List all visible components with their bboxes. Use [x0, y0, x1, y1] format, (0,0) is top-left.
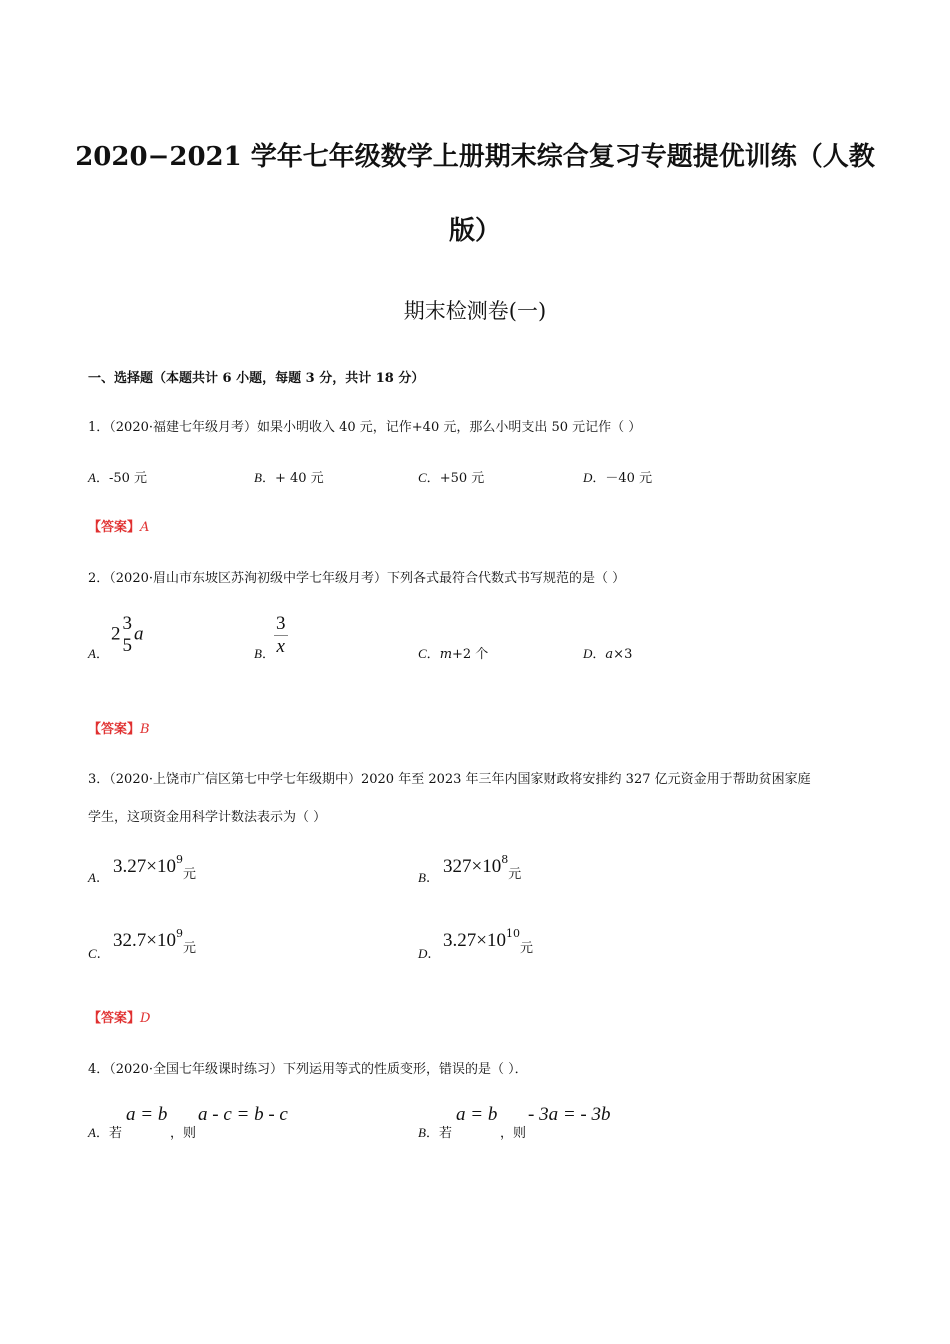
- q4-option-b-then: ，则: [500, 1126, 527, 1141]
- q1-option-d: D．－40 元: [583, 470, 653, 486]
- q1-option-b: B．+ 40 元: [254, 470, 324, 486]
- q1-option-a: A．-50 元: [88, 470, 148, 486]
- q2-option-c: C．m+2 个: [418, 646, 489, 662]
- question-1-text: 1．（2020·福建七年级月考）如果小明收入 40 元，记作+40 元，那么小明支出 50 元记作（ ）: [88, 420, 642, 435]
- document-subtitle: 期末检测卷(一): [403, 299, 547, 323]
- q2-option-a-label: A．: [88, 646, 109, 662]
- q3-option-a-label: A.: [88, 870, 101, 886]
- q2-answer: 【答案】B: [88, 722, 150, 737]
- q2-option-d: D．a×3: [583, 646, 633, 662]
- q3-option-a-math: $3.27\times 10^9_元$: [113, 853, 196, 882]
- q3-option-c-math: $32.7\times 10^9_元$: [113, 927, 196, 956]
- q2-option-a-math: 2 3 5 a: [111, 613, 144, 656]
- q3-option-c-label: C.: [88, 946, 101, 962]
- q2-option-b-math: $\frac{3}{x}$: [276, 613, 286, 657]
- q1-option-c: C．+50 元: [418, 470, 485, 486]
- q4-option-a-condition: a = b: [126, 1104, 168, 1125]
- q4-option-a-result: a - c = b - c: [198, 1104, 288, 1125]
- q2-option-b-label: B．: [254, 646, 275, 662]
- document-title-line2: 版）: [448, 216, 501, 246]
- q1-answer: 【答案】A: [88, 520, 150, 535]
- q4-option-a-label: A．若: [88, 1125, 122, 1141]
- q4-option-b-result: - 3a = - 3b: [528, 1104, 611, 1125]
- document-title-line1: 2020−2021 学年七年级数学上册期末综合复习专题提优训练（人教: [75, 142, 875, 172]
- q3-option-b-label: B.: [418, 870, 431, 886]
- section-heading: 一、选择题（本题共计 6 小题，每题 3 分，共计 18 分）: [88, 371, 425, 386]
- q4-option-a-then: ，则: [170, 1126, 197, 1141]
- question-4-text: 4．（2020·全国七年级课时练习）下列运用等式的性质变形，错误的是（ ）．: [88, 1062, 528, 1077]
- q4-option-b-label: B．若: [418, 1125, 452, 1141]
- question-2-text: 2．（2020·眉山市东坡区苏洵初级中学七年级月考）下列各式最符合代数式书写规范的是（ ）: [88, 571, 626, 586]
- q3-option-d-math: $3.27\times 10^{10}_元$: [443, 927, 533, 956]
- q4-option-b-condition: a = b: [456, 1104, 498, 1125]
- q3-option-d-label: D.: [418, 946, 432, 962]
- q3-option-b-math: $327\times 10^8_元$: [443, 853, 522, 882]
- question-3-text-line2: 学生，这项资金用科学计数法表示为（ ）: [88, 810, 327, 825]
- question-3-text-line1: 3．（2020·上饶市广信区第七中学七年级期中）2020 年至 2023 年三年内国家财政将安排约 327 亿元资金用于帮助贫困家庭: [88, 772, 811, 787]
- q3-answer: 【答案】D: [88, 1011, 151, 1026]
